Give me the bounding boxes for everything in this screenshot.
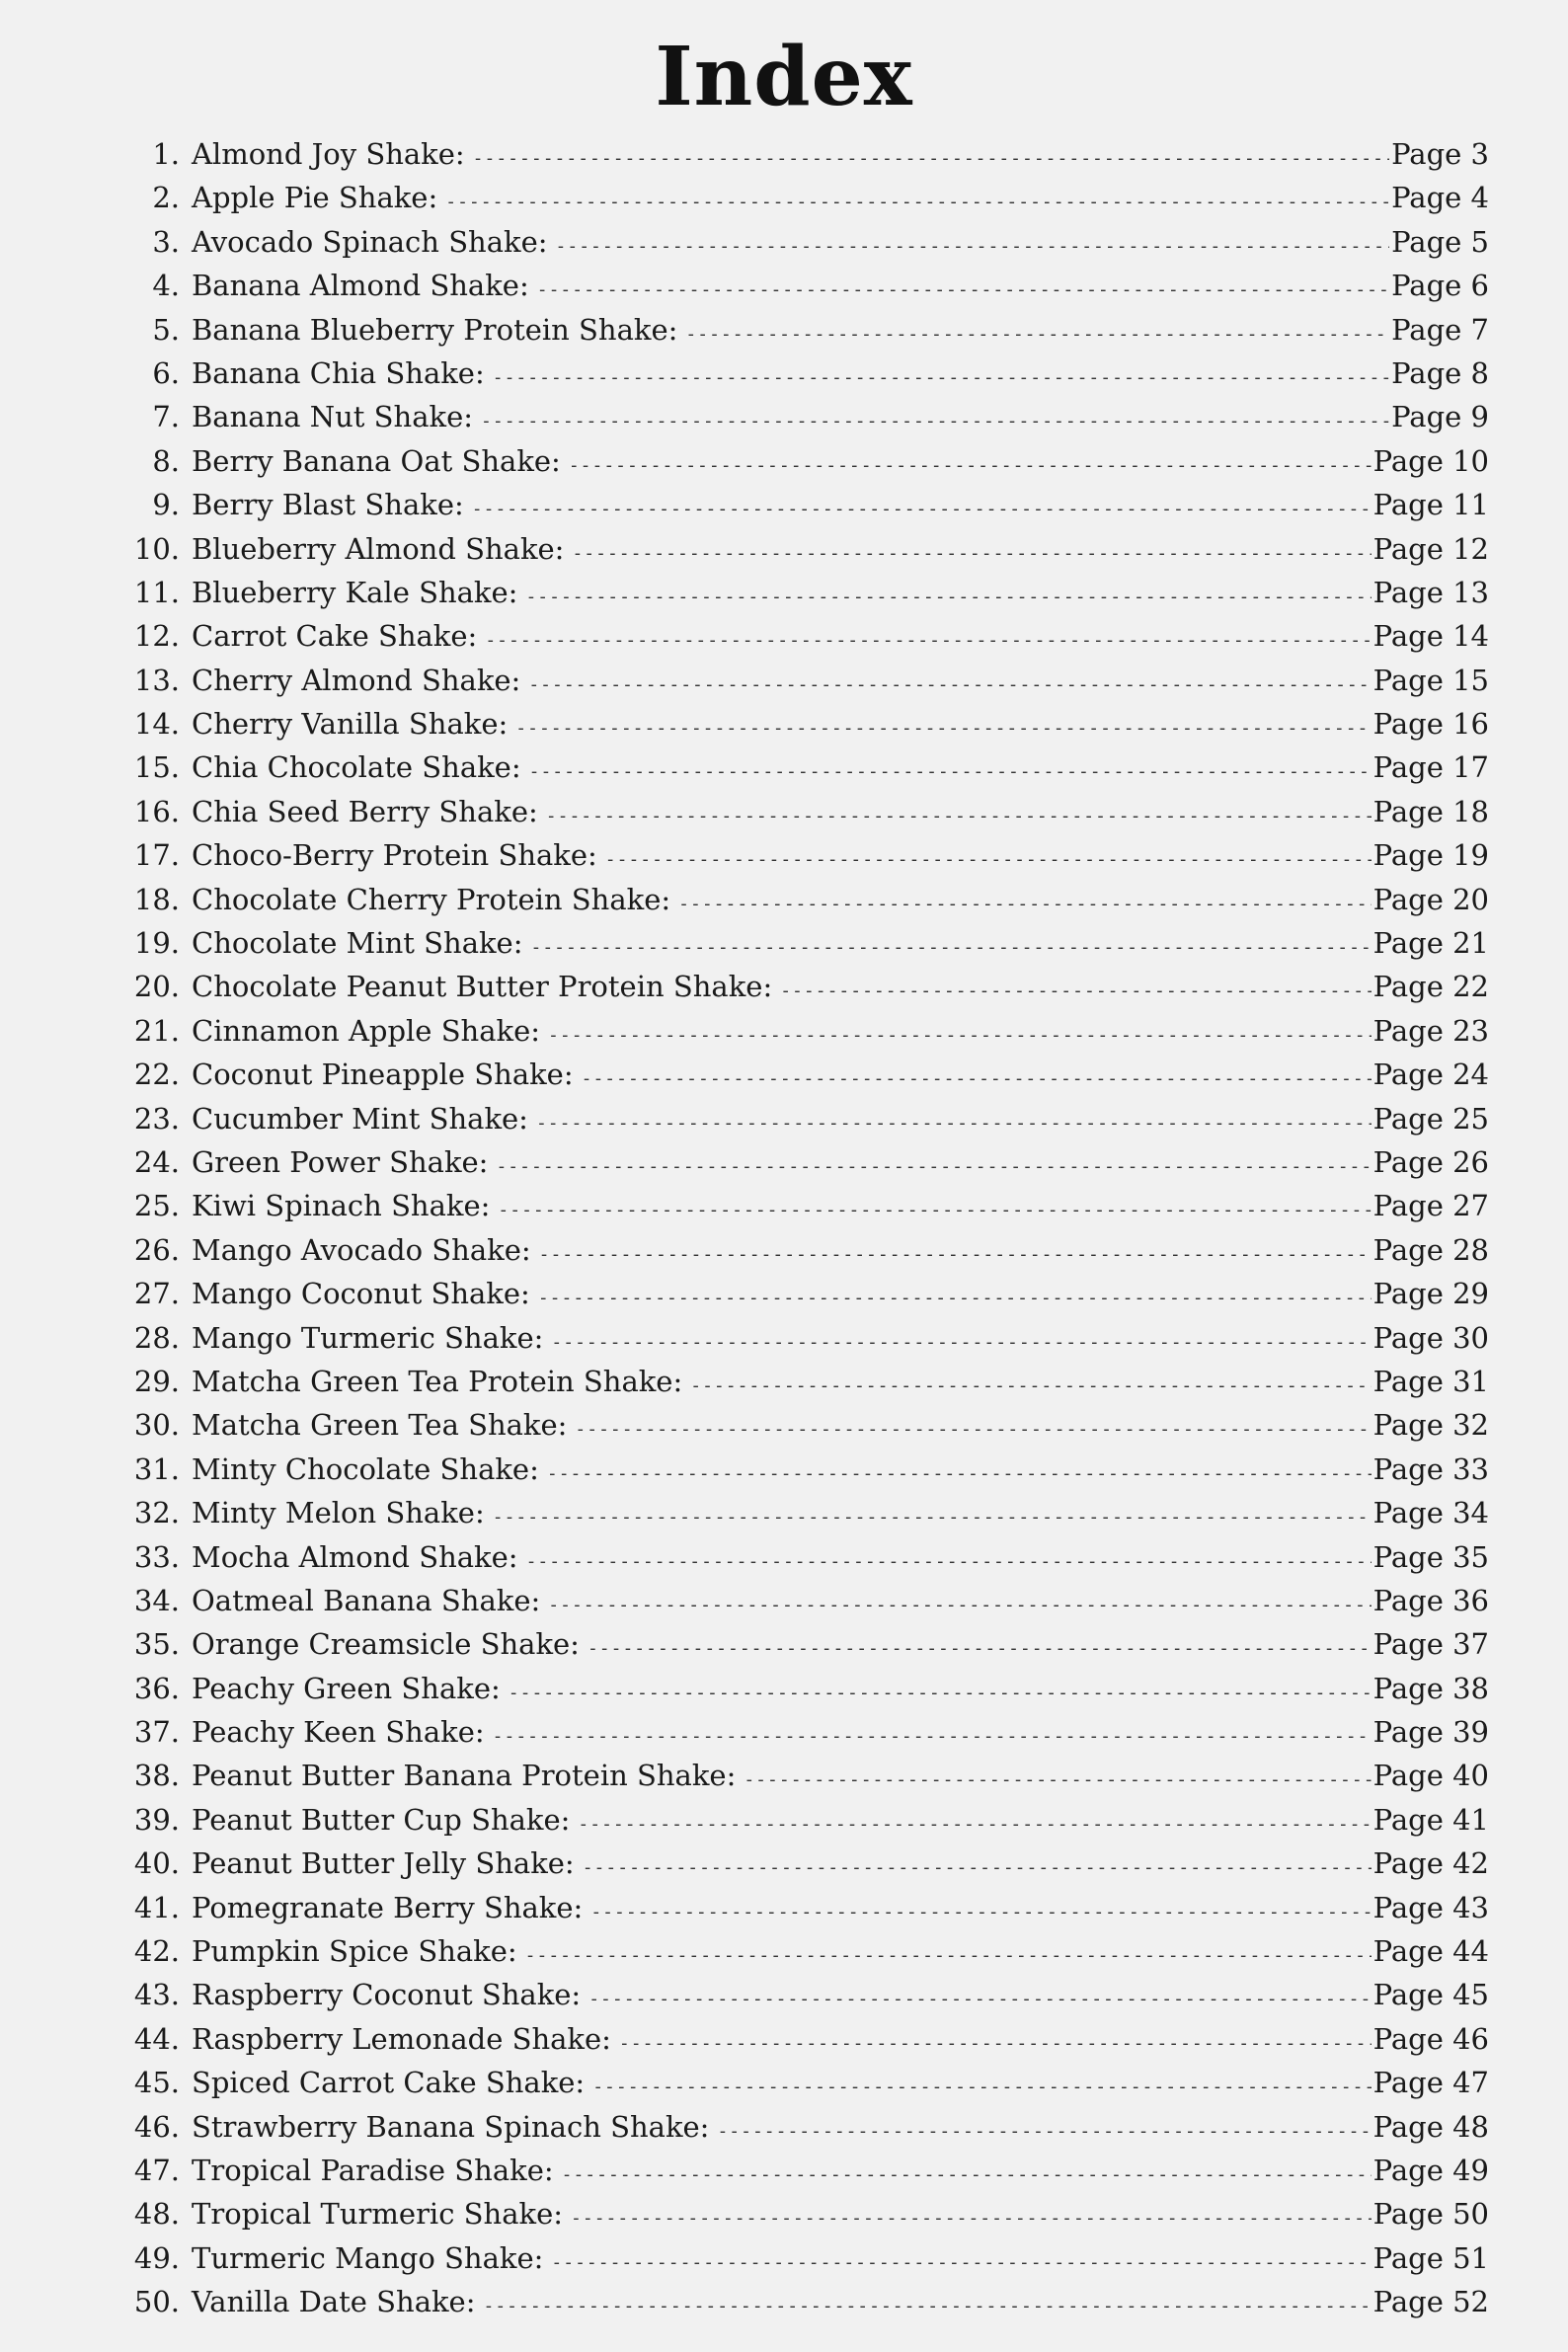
index-entry xyxy=(126,1184,1489,1227)
entry-page-number: Page 30 xyxy=(1372,1320,1489,1355)
dot-leader xyxy=(496,1145,1371,1189)
entry-page-number: Page 40 xyxy=(1372,1759,1489,1793)
dot-leader xyxy=(588,1627,1372,1671)
index-entry xyxy=(126,2149,1489,2192)
entry-page-number: Page 50 xyxy=(1372,2197,1489,2232)
entry-title: Raspberry Lemonade Shake: xyxy=(192,2021,611,2056)
entry-page-number: Page 9 xyxy=(1391,400,1489,434)
entry-title: Matcha Green Tea Protein Shake: xyxy=(192,1364,683,1398)
entry-page-number: Page 10 xyxy=(1372,443,1489,478)
entry-title: Chia Seed Berry Shake: xyxy=(192,794,538,828)
entry-number: 5. xyxy=(152,312,180,347)
entry-number: 41. xyxy=(133,1890,180,1924)
entry-title: Tropical Paradise Shake: xyxy=(192,2153,554,2187)
entry-title: Tropical Turmeric Shake: xyxy=(192,2197,564,2232)
entry-page-number: Page 49 xyxy=(1372,2153,1489,2187)
dot-leader xyxy=(548,1584,1371,1627)
index-entry xyxy=(126,1622,1489,1666)
entry-page-number: Page 14 xyxy=(1372,619,1489,654)
index-entry xyxy=(126,1316,1489,1360)
index-entry xyxy=(126,2192,1489,2235)
entry-number: 7. xyxy=(152,400,180,434)
dot-leader xyxy=(493,1496,1372,1539)
index-entry xyxy=(126,1710,1489,1754)
index-entry xyxy=(126,878,1489,921)
index-entry xyxy=(126,1272,1489,1315)
entry-number: 18. xyxy=(133,882,180,916)
dot-leader xyxy=(547,1452,1372,1496)
entry-number: 11. xyxy=(133,575,180,609)
dot-leader xyxy=(525,1934,1372,1978)
dot-leader xyxy=(551,1321,1371,1365)
dot-leader xyxy=(780,970,1371,1013)
entry-number: 32. xyxy=(133,1496,180,1530)
dot-leader xyxy=(605,838,1372,882)
entry-title: Raspberry Coconut Shake: xyxy=(192,1978,582,2012)
entry-number: 36. xyxy=(133,1671,180,1705)
index-entry xyxy=(126,1579,1489,1622)
entry-number: 20. xyxy=(133,970,180,1004)
entry-number: 38. xyxy=(133,1759,180,1793)
entry-title: Peanut Butter Cup Shake: xyxy=(192,1802,571,1837)
index-entry xyxy=(126,1491,1489,1534)
entry-page-number: Page 19 xyxy=(1372,838,1489,873)
entry-page-number: Page 46 xyxy=(1372,2021,1489,2056)
entry-page-number: Page 6 xyxy=(1391,269,1489,303)
entry-title: Banana Almond Shake: xyxy=(192,269,529,303)
entry-page-number: Page 38 xyxy=(1372,1671,1489,1705)
dot-leader xyxy=(493,1715,1372,1759)
entry-number: 3. xyxy=(152,224,180,259)
index-entry xyxy=(126,352,1489,395)
index-entry xyxy=(126,264,1489,307)
entry-number: 34. xyxy=(133,1583,180,1617)
entry-title: Minty Chocolate Shake: xyxy=(192,1451,539,1486)
entry-title: Cinnamon Apple Shake: xyxy=(192,1013,541,1048)
entry-page-number: Page 47 xyxy=(1372,2066,1489,2100)
entry-page-number: Page 15 xyxy=(1372,663,1489,697)
index-entry xyxy=(126,1053,1489,1096)
index-entry xyxy=(126,702,1489,745)
dot-leader xyxy=(493,356,1389,400)
entry-title: Vanilla Date Shake: xyxy=(192,2285,476,2319)
dot-leader xyxy=(445,181,1389,224)
dot-leader xyxy=(473,137,1389,181)
dot-leader xyxy=(481,400,1389,443)
entry-page-number: Page 20 xyxy=(1372,882,1489,916)
index-entry xyxy=(126,1009,1489,1053)
entry-title: Apple Pie Shake: xyxy=(192,181,438,215)
entry-page-number: Page 23 xyxy=(1372,1013,1489,1048)
entry-page-number: Page 31 xyxy=(1372,1364,1489,1398)
entry-title: Minty Melon Shake: xyxy=(192,1496,485,1530)
entry-number: 37. xyxy=(133,1715,180,1750)
entry-title: Cherry Almond Shake: xyxy=(192,663,521,697)
entry-title: Cherry Vanilla Shake: xyxy=(192,707,509,742)
entry-title: Mocha Almond Shake: xyxy=(192,1539,518,1574)
index-entry xyxy=(126,2280,1489,2323)
entry-page-number: Page 22 xyxy=(1372,970,1489,1004)
index-entry xyxy=(126,439,1489,483)
entry-number: 29. xyxy=(133,1364,180,1398)
dot-leader xyxy=(509,1672,1372,1715)
entry-title: Mango Turmeric Shake: xyxy=(192,1320,544,1355)
entry-page-number: Page 4 xyxy=(1391,181,1489,215)
entry-page-number: Page 28 xyxy=(1372,1232,1489,1267)
entry-number: 40. xyxy=(133,1846,180,1881)
entry-title: Chia Chocolate Shake: xyxy=(192,750,521,785)
index-entry xyxy=(126,614,1489,658)
dot-leader xyxy=(548,1014,1372,1058)
dot-leader xyxy=(578,1803,1371,1846)
entry-number: 10. xyxy=(133,531,180,566)
index-entry xyxy=(126,1973,1489,2016)
entry-page-number: Page 34 xyxy=(1372,1496,1489,1530)
index-entry xyxy=(126,1403,1489,1447)
index-entry xyxy=(126,2061,1489,2104)
dot-leader xyxy=(539,1233,1372,1277)
entry-title: Green Power Shake: xyxy=(192,1144,489,1179)
index-entry xyxy=(126,176,1489,219)
dot-leader xyxy=(590,1891,1371,1934)
dot-leader xyxy=(572,532,1371,576)
entry-page-number: Page 16 xyxy=(1372,707,1489,742)
entry-page-number: Page 45 xyxy=(1372,1978,1489,2012)
entry-page-number: Page 11 xyxy=(1372,488,1489,522)
entry-page-number: Page 26 xyxy=(1372,1144,1489,1179)
index-entry xyxy=(126,659,1489,702)
entry-number: 16. xyxy=(133,794,180,828)
entry-page-number: Page 12 xyxy=(1372,531,1489,566)
entry-title: Mango Avocado Shake: xyxy=(192,1232,531,1267)
index-entry xyxy=(126,1754,1489,1797)
entry-page-number: Page 25 xyxy=(1372,1101,1489,1136)
entry-number: 35. xyxy=(133,1627,180,1662)
index-entry xyxy=(126,527,1489,571)
entry-page-number: Page 43 xyxy=(1372,1890,1489,1924)
entry-number: 50. xyxy=(133,2285,180,2319)
dot-leader xyxy=(537,269,1389,312)
entry-title: Almond Joy Shake: xyxy=(192,137,465,171)
entry-number: 6. xyxy=(152,355,180,390)
entry-title: Coconut Pineapple Shake: xyxy=(192,1058,574,1092)
dot-leader xyxy=(526,1540,1372,1584)
entry-page-number: Page 52 xyxy=(1372,2285,1489,2319)
entry-title: Pomegranate Berry Shake: xyxy=(192,1890,584,1924)
entry-page-number: Page 41 xyxy=(1372,1802,1489,1837)
dot-leader xyxy=(685,313,1389,356)
index-entry xyxy=(126,921,1489,965)
index-entry xyxy=(126,132,1489,176)
dot-leader xyxy=(592,2066,1371,2109)
index-entry xyxy=(126,1097,1489,1140)
index-entry xyxy=(126,1798,1489,1842)
dot-leader xyxy=(498,1189,1371,1232)
dot-leader xyxy=(588,1978,1371,2021)
entry-title: Chocolate Cherry Protein Shake: xyxy=(192,882,671,916)
dot-leader xyxy=(525,576,1371,619)
dot-leader xyxy=(538,1277,1372,1320)
entry-number: 48. xyxy=(133,2197,180,2232)
entry-page-number: Page 7 xyxy=(1391,312,1489,347)
index-entry xyxy=(126,308,1489,352)
entry-number: 46. xyxy=(133,2109,180,2144)
dot-leader xyxy=(536,1102,1372,1145)
dot-leader xyxy=(583,1846,1372,1890)
entry-title: Matcha Green Tea Shake: xyxy=(192,1408,568,1443)
entry-page-number: Page 17 xyxy=(1372,750,1489,785)
index-entry xyxy=(126,483,1489,526)
index-entry xyxy=(126,1886,1489,1929)
entry-title: Kiwi Spinach Shake: xyxy=(192,1189,491,1223)
dot-leader xyxy=(551,2241,1371,2285)
entry-number: 14. xyxy=(133,707,180,742)
index-entry xyxy=(126,1448,1489,1491)
index-entry xyxy=(126,1535,1489,1579)
entry-title: Mango Coconut Shake: xyxy=(192,1277,530,1311)
entry-number: 22. xyxy=(133,1058,180,1092)
entry-number: 45. xyxy=(133,2066,180,2100)
entry-title: Strawberry Banana Spinach Shake: xyxy=(192,2109,710,2144)
entry-title: Blueberry Kale Shake: xyxy=(192,575,518,609)
entry-number: 25. xyxy=(133,1189,180,1223)
index-entry xyxy=(126,833,1489,877)
index-entry xyxy=(126,1929,1489,1973)
entry-page-number: Page 5 xyxy=(1391,224,1489,259)
index-entry xyxy=(126,2236,1489,2280)
entry-page-number: Page 37 xyxy=(1372,1627,1489,1662)
entry-number: 9. xyxy=(152,488,180,522)
entry-number: 44. xyxy=(133,2021,180,2056)
dot-leader xyxy=(569,444,1372,488)
entry-number: 39. xyxy=(133,1802,180,1837)
dot-leader xyxy=(515,707,1371,750)
index-entry xyxy=(126,1360,1489,1403)
entry-number: 31. xyxy=(133,1451,180,1486)
entry-title: Peanut Butter Jelly Shake: xyxy=(192,1846,575,1881)
entry-number: 28. xyxy=(133,1320,180,1355)
dot-leader xyxy=(485,619,1371,663)
dot-leader xyxy=(528,664,1371,707)
entry-page-number: Page 48 xyxy=(1372,2109,1489,2144)
entry-number: 12. xyxy=(133,619,180,654)
entry-page-number: Page 29 xyxy=(1372,1277,1489,1311)
entry-page-number: Page 51 xyxy=(1372,2240,1489,2275)
index-entry xyxy=(126,2017,1489,2061)
entry-title: Oatmeal Banana Shake: xyxy=(192,1583,541,1617)
index-entry xyxy=(126,1228,1489,1272)
entry-title: Berry Blast Shake: xyxy=(192,488,464,522)
entry-number: 24. xyxy=(133,1144,180,1179)
dot-leader xyxy=(530,926,1371,970)
entry-page-number: Page 13 xyxy=(1372,575,1489,609)
entry-page-number: Page 35 xyxy=(1372,1539,1489,1574)
entry-title: Banana Chia Shake: xyxy=(192,355,485,390)
entry-number: 4. xyxy=(152,269,180,303)
entry-number: 30. xyxy=(133,1408,180,1443)
dot-leader xyxy=(575,1408,1371,1451)
dot-leader xyxy=(678,883,1371,926)
entry-number: 47. xyxy=(133,2153,180,2187)
index-entry xyxy=(126,745,1489,789)
entry-title: Chocolate Peanut Butter Protein Shake: xyxy=(192,970,773,1004)
dot-leader xyxy=(484,2285,1372,2328)
entry-number: 8. xyxy=(152,443,180,478)
entry-number: 27. xyxy=(133,1277,180,1311)
dot-leader xyxy=(571,2197,1372,2240)
dot-leader xyxy=(546,795,1372,838)
entry-page-number: Page 36 xyxy=(1372,1583,1489,1617)
entry-title: Blueberry Almond Shake: xyxy=(192,531,565,566)
entry-title: Banana Blueberry Protein Shake: xyxy=(192,312,678,347)
entry-number: 23. xyxy=(133,1101,180,1136)
index-entry xyxy=(126,1842,1489,1885)
entry-page-number: Page 18 xyxy=(1372,794,1489,828)
entry-title: Peanut Butter Banana Protein Shake: xyxy=(192,1759,737,1793)
entry-number: 13. xyxy=(133,663,180,697)
dot-leader xyxy=(472,488,1372,531)
entry-number: 15. xyxy=(133,750,180,785)
entry-title: Orange Creamsicle Shake: xyxy=(192,1627,580,1662)
entry-title: Banana Nut Shake: xyxy=(192,400,474,434)
entry-title: Pumpkin Spice Shake: xyxy=(192,1934,517,1969)
index-entry xyxy=(126,571,1489,614)
entry-number: 21. xyxy=(133,1013,180,1048)
entry-page-number: Page 24 xyxy=(1372,1058,1489,1092)
entry-number: 19. xyxy=(133,926,180,961)
entry-page-number: Page 27 xyxy=(1372,1189,1489,1223)
entry-title: Carrot Cake Shake: xyxy=(192,619,478,654)
entry-page-number: Page 21 xyxy=(1372,926,1489,961)
index-entry xyxy=(126,2105,1489,2149)
dot-leader xyxy=(744,1759,1371,1802)
dot-leader xyxy=(690,1365,1371,1408)
entry-page-number: Page 8 xyxy=(1391,355,1489,390)
entry-page-number: Page 42 xyxy=(1372,1846,1489,1881)
dot-leader xyxy=(556,225,1390,269)
entry-number: 42. xyxy=(133,1934,180,1969)
entry-number: 26. xyxy=(133,1232,180,1267)
entry-number: 1. xyxy=(152,137,180,171)
entry-number: 49. xyxy=(133,2240,180,2275)
entry-page-number: Page 3 xyxy=(1391,137,1489,171)
entry-page-number: Page 44 xyxy=(1372,1934,1489,1969)
dot-leader xyxy=(562,2154,1372,2197)
entry-title: Peachy Green Shake: xyxy=(192,1671,501,1705)
dot-leader xyxy=(717,2110,1371,2154)
index-entry xyxy=(126,965,1489,1008)
entry-page-number: Page 39 xyxy=(1372,1715,1489,1750)
entry-title: Peachy Keen Shake: xyxy=(192,1715,485,1750)
index-entry xyxy=(126,220,1489,264)
entry-number: 17. xyxy=(133,838,180,873)
dot-leader xyxy=(619,2022,1372,2066)
entry-title: Cucumber Mint Shake: xyxy=(192,1101,528,1136)
dot-leader xyxy=(529,750,1372,794)
entry-title: Turmeric Mango Shake: xyxy=(192,2240,544,2275)
index-entry xyxy=(126,1140,1489,1184)
index-entry xyxy=(126,790,1489,833)
entry-title: Chocolate Mint Shake: xyxy=(192,926,523,961)
index-list xyxy=(126,132,1489,2324)
page-title: Index xyxy=(655,30,913,124)
entry-title: Berry Banana Oat Shake: xyxy=(192,443,561,478)
index-entry xyxy=(126,395,1489,438)
entry-number: 43. xyxy=(133,1978,180,2012)
entry-number: 33. xyxy=(133,1539,180,1574)
entry-page-number: Page 33 xyxy=(1372,1451,1489,1486)
entry-title: Avocado Spinach Shake: xyxy=(192,224,548,259)
entry-page-number: Page 32 xyxy=(1372,1408,1489,1443)
entry-number: 2. xyxy=(152,181,180,215)
index-entry xyxy=(126,1667,1489,1710)
entry-title: Spiced Carrot Cake Shake: xyxy=(192,2066,586,2100)
dot-leader xyxy=(582,1058,1372,1101)
entry-title: Choco-Berry Protein Shake: xyxy=(192,838,597,873)
